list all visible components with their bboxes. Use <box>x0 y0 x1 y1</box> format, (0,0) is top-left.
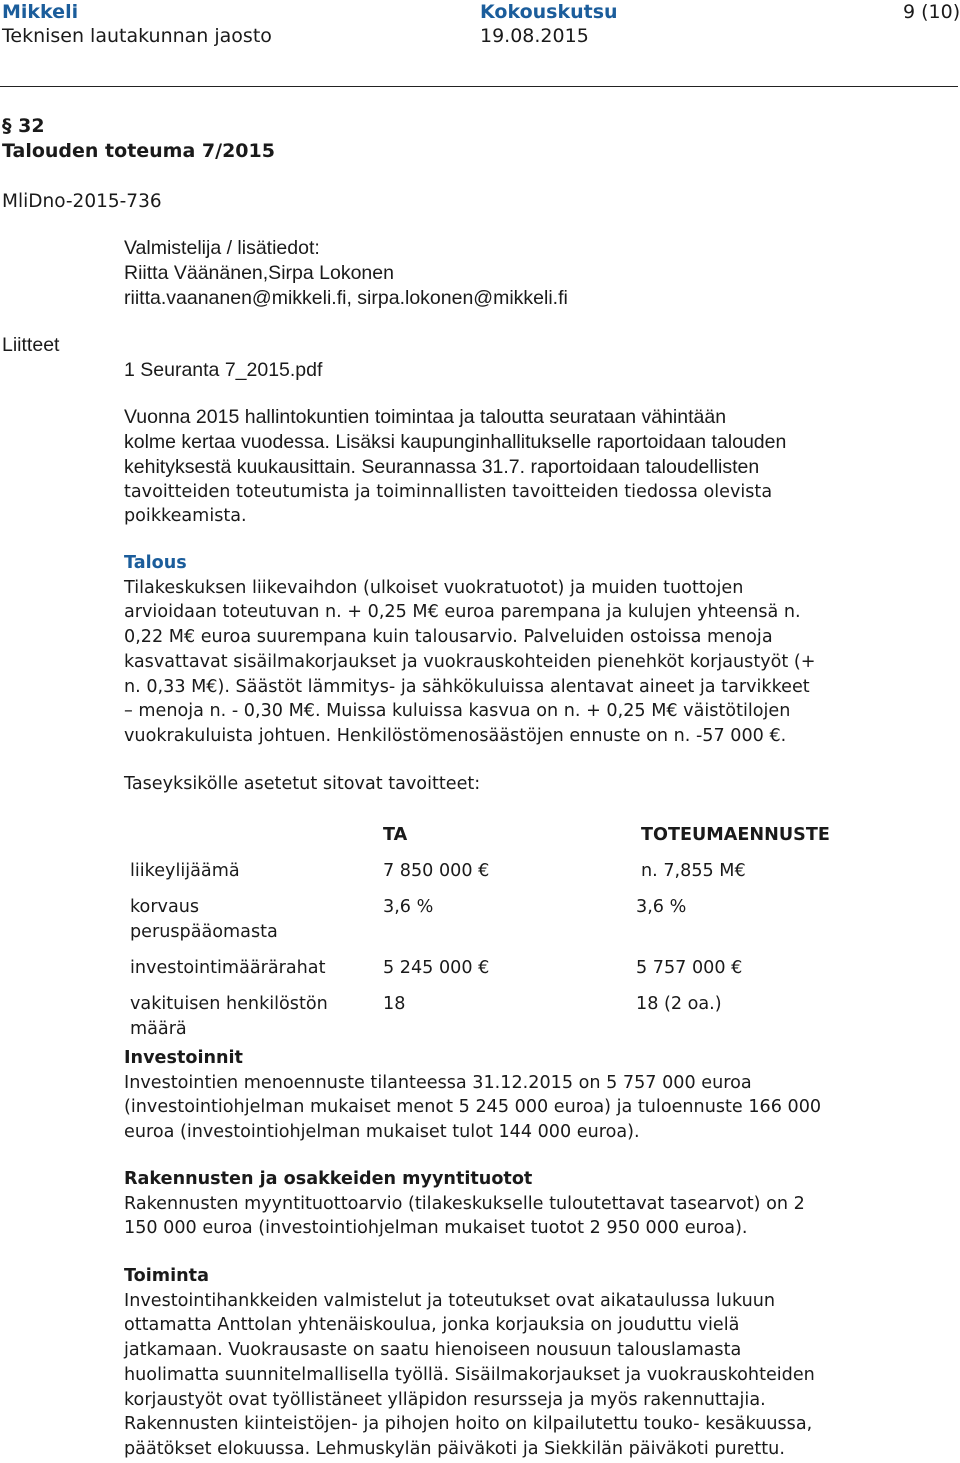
talous-line: – menoja n. - 0,30 M€. Muissa kuluissa kasvua on n. + 0,25 M€ väistötilojen <box>124 701 791 722</box>
toiminta-line: Rakennusten kiinteistöjen- ja pihojen hoito on kilpailutettu touko- kesäkuussa, <box>124 1414 813 1435</box>
target-forecast-value: 5 757 000 € <box>636 958 743 978</box>
target-ta-value: 18 <box>383 994 406 1014</box>
talous-line: n. 0,33 M€). Säästöt lämmitys- ja sähkökuluissa alentavat aineet ja tarvikkeet <box>124 676 810 697</box>
rakennukset-line: 150 000 euroa (investointiohjelman mukaiset tuotot 2 950 000 euroa). <box>124 1218 748 1239</box>
investoinnit-line: (investointiohjelman mukaiset menot 5 245 000 euroa) ja tuloennuste 166 000 <box>124 1097 822 1118</box>
target-label: määrä <box>130 1019 187 1039</box>
target-label: investointimäärärahat <box>130 958 326 978</box>
toiminta-section <box>124 1264 899 1462</box>
target-label: peruspääomasta <box>130 922 278 942</box>
document-type: Kokouskutsu <box>480 1 618 23</box>
header-divider <box>0 86 958 87</box>
intro-line: Vuonna 2015 hallintokuntien toimintaa ja taloutta seurataan vähintään <box>124 406 727 428</box>
toiminta-line: jatkamaan. Vuokrausaste on saatu hienoiseen nousuun talouslamasta <box>124 1340 742 1361</box>
investoinnit-section <box>124 1046 899 1145</box>
section-number: 32 <box>18 115 45 137</box>
investoinnit-heading: Investoinnit <box>124 1048 243 1068</box>
talous-line: 0,22 M€ euroa suurempana kuin talousarvio. Palveluiden ostoissa menoja <box>124 627 773 648</box>
target-label: liikeylijäämä <box>130 861 240 881</box>
committee-name: Teknisen lautakunnan jaosto <box>2 25 272 47</box>
toiminta-line: Investointihankkeiden valmistelut ja toteutukset ovat aikataulussa lukuun <box>124 1290 776 1311</box>
meeting-date: 19.08.2015 <box>480 25 589 47</box>
column-header-forecast: TOTEUMAENNUSTE <box>641 825 830 845</box>
target-label: korvaus <box>130 897 200 917</box>
target-ta-value: 7 850 000 € <box>383 861 490 881</box>
toiminta-line: huolimatta suunnitelmallisella työllä. Sisäilmakorjaukset ja vuokrauskohteiden <box>124 1364 815 1385</box>
target-ta-value: 3,6 % <box>383 897 434 917</box>
rakennukset-section <box>124 1167 899 1241</box>
target-forecast-value: 3,6 % <box>636 897 687 917</box>
attachments-label: Liitteet <box>2 334 60 356</box>
intro-continuation <box>124 455 899 529</box>
targets-intro: Taseyksikölle asetetut sitovat tavoitteet: <box>124 774 481 794</box>
section-heading <box>2 113 45 139</box>
intro-line: kolme kertaa vuodessa. Lisäksi kaupunginhallitukselle raportoidaan talouden <box>124 431 787 453</box>
intro-line: tavoitteiden toteutumista ja toiminnallisten tavoitteiden tiedossa olevista <box>124 481 773 502</box>
talous-section <box>124 551 899 749</box>
intro-line: kehityksestä kuukausittain. Seurannassa 31.7. raportoidaan taloudellisten <box>124 456 760 478</box>
toiminta-heading: Toiminta <box>124 1266 209 1286</box>
column-header-ta: TA <box>383 825 408 845</box>
target-forecast-value: 18 (2 oa.) <box>636 994 722 1014</box>
target-label: vakituisen henkilöstön <box>130 994 328 1014</box>
rakennukset-line: Rakennusten myyntituottoarvio (tilakeskukselle tuloutettavat tasearvot) on 2 <box>124 1193 805 1214</box>
talous-line: arvioidaan toteutuvan n. + 0,25 M€ euroa parempana ja kulujen yhteensä n. <box>124 602 801 623</box>
investoinnit-line: Investointien menoennuste tilanteessa 31.12.2015 on 5 757 000 euroa <box>124 1072 752 1093</box>
paragraph-symbol: § <box>2 115 12 137</box>
toiminta-line: päätökset elokuussa. Lehmuskylän päiväkoti ja Siekkilän päiväkoti purettu. <box>124 1438 785 1459</box>
section-title: Talouden toteuma 7/2015 <box>2 140 275 162</box>
talous-line: Tilakeskuksen liikevaihdon (ulkoiset vuokratuotot) ja muiden tuottojen <box>124 577 744 598</box>
target-forecast-value: n. 7,855 M€ <box>641 861 746 881</box>
rakennukset-heading: Rakennusten ja osakkeiden myyntituotot <box>124 1169 533 1189</box>
talous-line: vuokrakuluista johtuen. Henkilöstömenosäästöjen ennuste on n. -57 000 €. <box>124 725 787 746</box>
document-number: MliDno-2015-736 <box>2 191 162 212</box>
preparer-names: Riitta Väänänen,Sirpa Lokonen <box>124 262 394 284</box>
target-ta-value: 5 245 000 € <box>383 958 490 978</box>
preparer-emails: riitta.vaananen@mikkeli.fi, sirpa.lokonen@mikkeli.fi <box>124 287 568 309</box>
intro-line: poikkeamista. <box>124 506 247 527</box>
attachment-link[interactable]: 1 Seuranta 7_2015.pdf <box>124 359 323 381</box>
toiminta-line: korjaustyöt ovat työllistäneet ylläpidon resursseja ja myös rakennuttajia. <box>124 1389 766 1410</box>
preparer-label: Valmistelija / lisätiedot: <box>124 237 320 259</box>
talous-heading: Talous <box>124 553 187 573</box>
page-number: 9 (10) <box>903 1 960 23</box>
investoinnit-line: euroa (investointiohjelman mukaiset tulot 144 000 euroa). <box>124 1122 640 1143</box>
toiminta-line: ottamatta Anttolan yhtenäiskoulua, jonka korjauksia on jouduttu vielä <box>124 1315 740 1336</box>
org-name: Mikkeli <box>2 1 79 23</box>
talous-line: kasvattavat sisäilmakorjaukset ja vuokrauskohteiden pienehköt korjaustyöt (+ <box>124 651 816 672</box>
